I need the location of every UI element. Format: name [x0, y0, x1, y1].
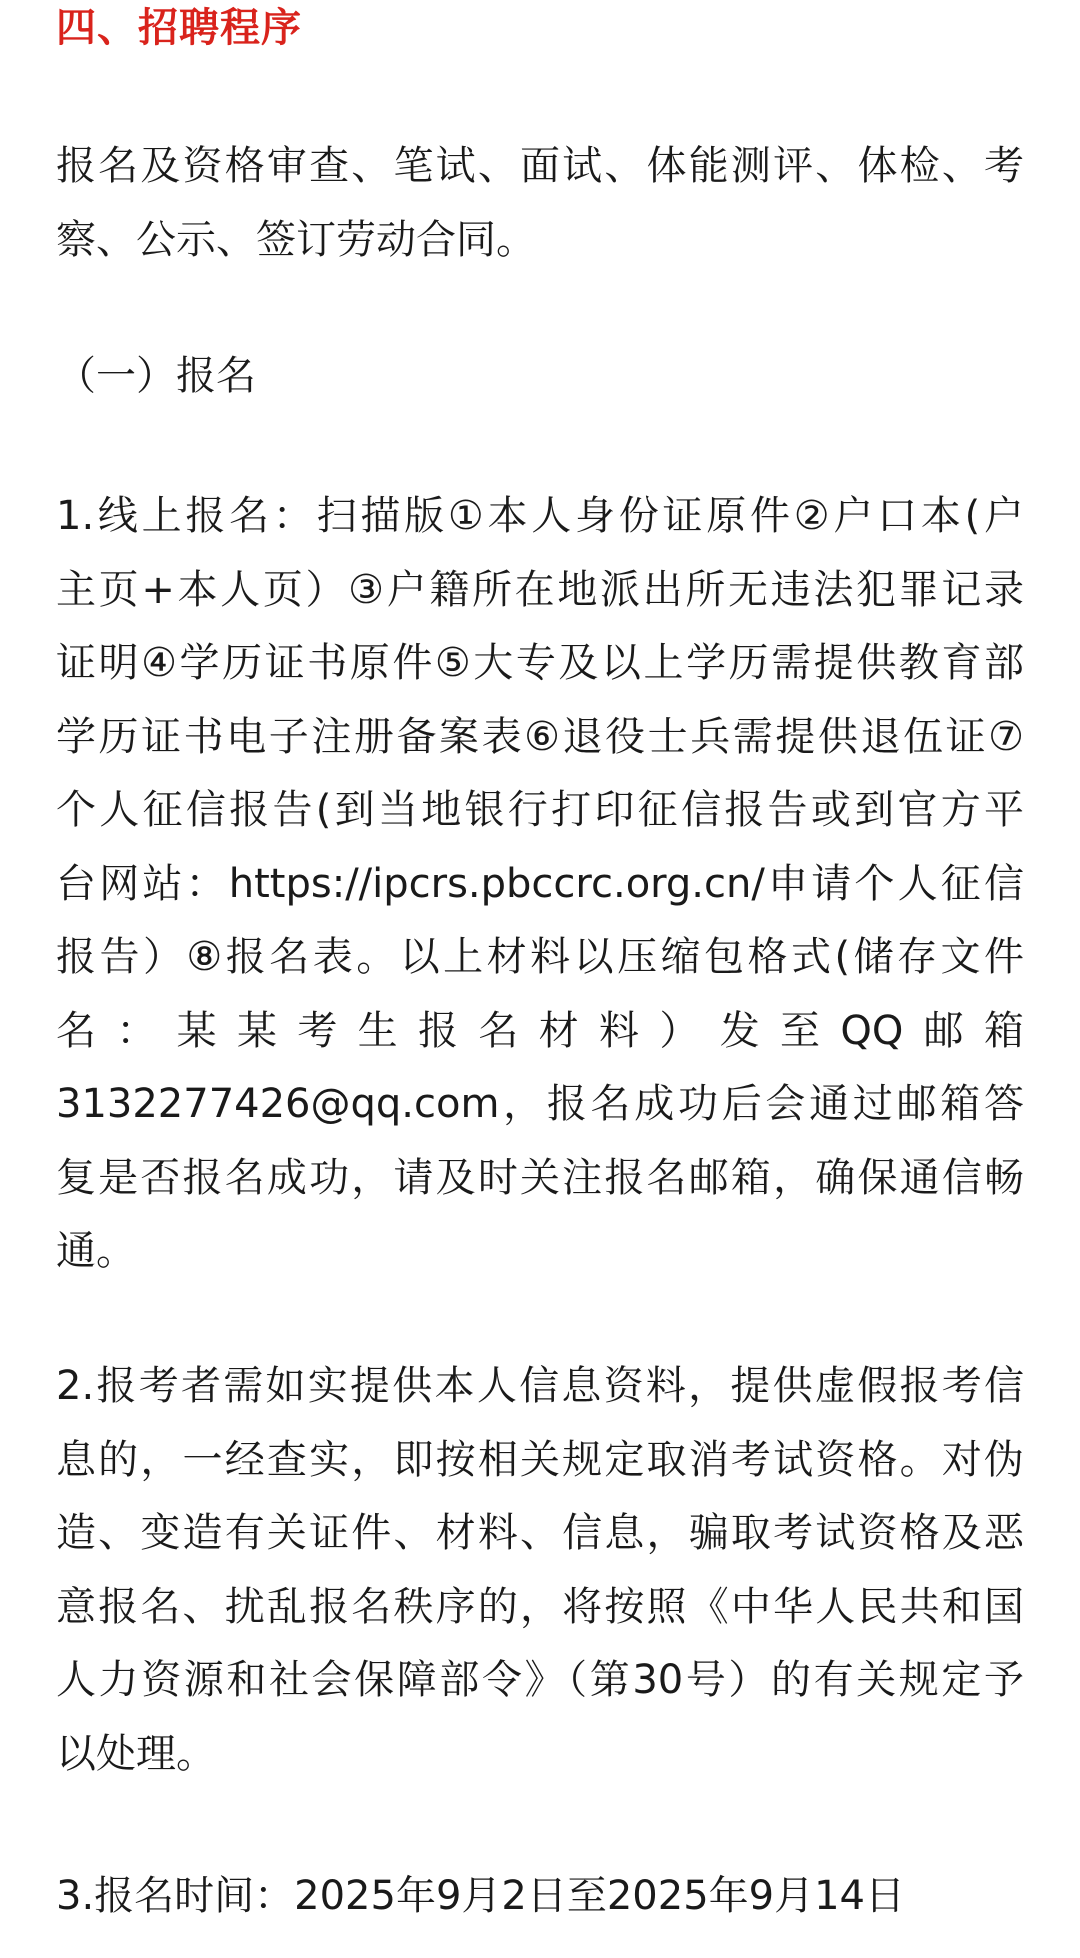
item-1-line: 1.线上报名：扫描版①本人身份证原件②户口本(户	[56, 493, 1024, 539]
item-1-line: 名：某某考生报名材料）发至QQ邮箱	[56, 1007, 1024, 1054]
item-2-line: 2.报考者需如实提供本人信息资料，提供虚假报考信	[56, 1363, 1024, 1409]
item-2-honesty-notice	[56, 1350, 1024, 1791]
item-3-registration-time	[56, 1860, 1024, 1934]
item-1-line-with-email: 3132277426@qq.com，报名成功后会通过邮箱答	[56, 1081, 1024, 1127]
intro-line: 报名及资格审查、笔试、面试、体能测评、体检、考	[56, 143, 1024, 189]
section-title: 四、招聘程序	[56, 5, 302, 51]
item-2-line: 息的，一经查实，即按相关规定取消考试资格。对伪	[56, 1436, 1024, 1483]
item-1-line: 主页+本人页）③户籍所在地派出所无违法犯罪记录	[56, 566, 1024, 613]
item-1-line: 证明④学历证书原件⑤大专及以上学历需提供教育部	[56, 640, 1024, 686]
subsection-title	[56, 340, 1024, 414]
item-1-line-with-link: 台网站：https://ipcrs.pbccrc.org.cn/申请个人征信	[56, 860, 1024, 907]
intro-line: 察、公示、签订劳动合同。	[56, 216, 536, 263]
item-2-line: 意报名、扰乱报名秩序的，将按照《中华人民共和国	[56, 1583, 1024, 1630]
intro-paragraph	[56, 130, 1024, 277]
subsection-title-text: （一）报名	[56, 353, 256, 399]
item-2-line: 人力资源和社会保障部令》（第30号）的有关规定予	[56, 1657, 1024, 1703]
item-1-online-registration	[56, 480, 1024, 1289]
item-3-line: 3.报名时间：2025年9月2日至2025年9月14日	[56, 1873, 906, 1919]
item-1-line: 个人征信报告(到当地银行打印征信报告或到官方平	[56, 787, 1024, 833]
item-2-line: 以处理。	[56, 1730, 216, 1777]
item-1-line: 报告）⑧报名表。以上材料以压缩包格式(储存文件	[56, 934, 1024, 980]
item-2-line: 造、变造有关证件、材料、信息，骗取考试资格及恶	[56, 1510, 1024, 1556]
item-1-line: 复是否报名成功，请及时关注报名邮箱，确保通信畅	[56, 1154, 1024, 1201]
item-1-line: 通。	[56, 1228, 136, 1274]
item-1-line: 学历证书电子注册备案表⑥退役士兵需提供退伍证⑦	[56, 713, 1024, 760]
